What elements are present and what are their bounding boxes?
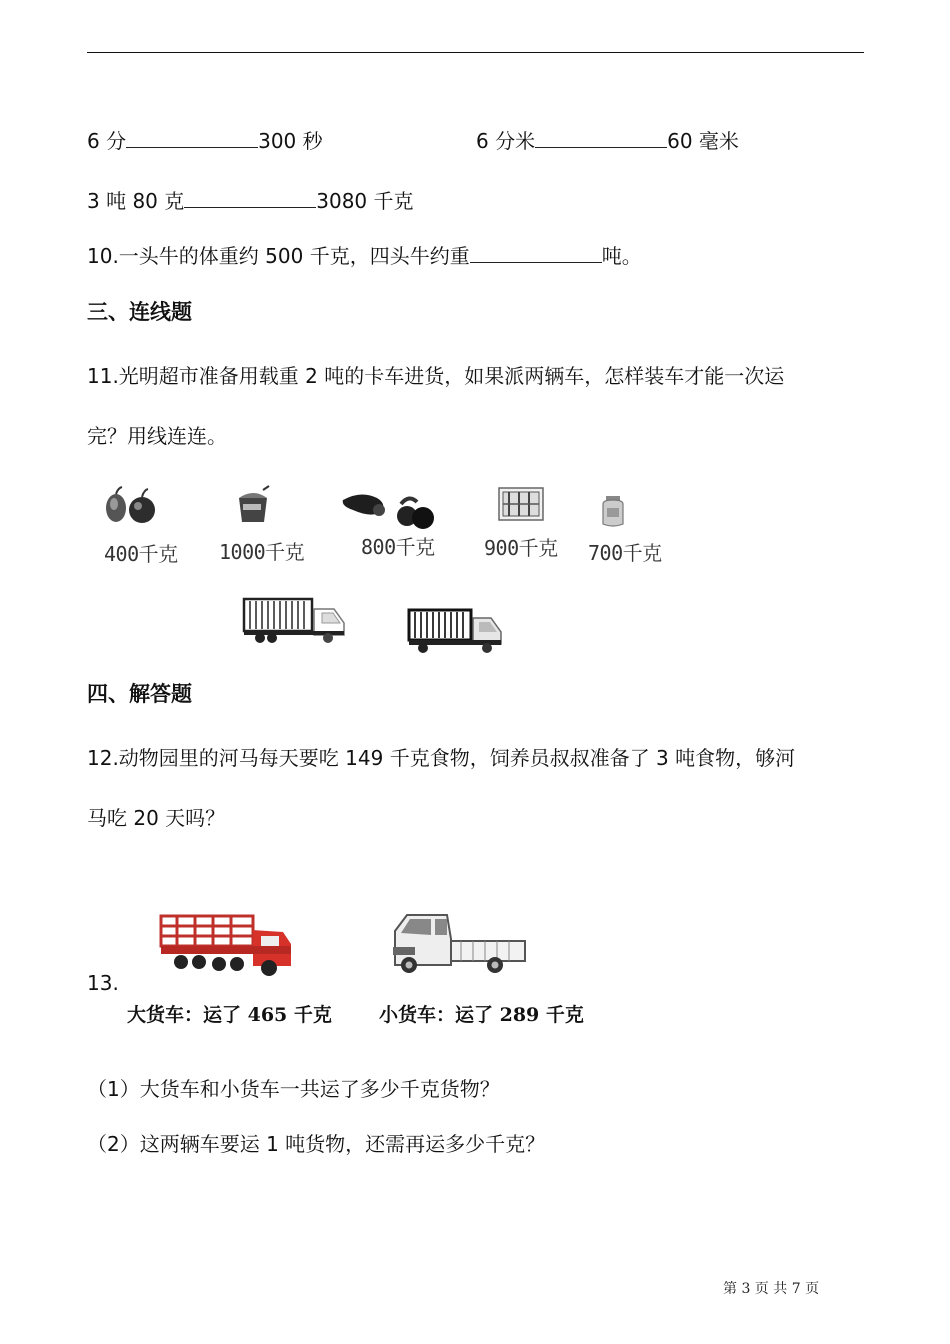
conv2-b: 3080 千克 — [316, 189, 414, 213]
conversion-row1-right — [476, 129, 739, 153]
bicycle-seat-icon — [341, 488, 437, 532]
answer-blank[interactable] — [184, 189, 316, 208]
conversion-row1-left — [87, 129, 323, 153]
big-truck-icon — [157, 910, 293, 980]
conv-right-b: 60 毫米 — [667, 129, 739, 153]
answer-blank[interactable] — [470, 244, 602, 263]
question-12-line2: 马吃 20 天吗？ — [87, 806, 226, 830]
crate-icon — [497, 484, 547, 522]
answer-blank[interactable] — [535, 129, 667, 148]
section-heading-3: 三、连线题 — [87, 300, 192, 324]
fruit-icon — [102, 486, 160, 526]
answer-blank[interactable] — [126, 129, 258, 148]
goods-label: 700千克 — [588, 541, 662, 565]
truck-icon[interactable] — [407, 608, 505, 654]
goods-label: 800千克 — [361, 535, 435, 559]
small-truck-caption: 小货车：运了 289 千克 — [379, 1004, 584, 1026]
header-rule — [87, 52, 864, 53]
conv-left-a: 6 分 — [87, 129, 127, 153]
conv2-a: 3 吨 80 克 — [87, 189, 185, 213]
question-11-line1: 11.光明超市准备用载重 2 吨的卡车进货，如果派两辆车，怎样装车才能一次运 — [87, 364, 785, 388]
conv-left-b: 300 秒 — [258, 129, 323, 153]
section-heading-4: 四、解答题 — [87, 682, 192, 706]
question-13-part2: （2）这两辆车要运 1 吨货物，还需再运多少千克？ — [87, 1132, 546, 1156]
page-footer: 第 3 页 共 7 页 — [723, 1281, 820, 1297]
question-13-part1: （1）大货车和小货车一共运了多少千克货物？ — [87, 1077, 500, 1101]
question-12-line1: 12.动物园里的河马每天要吃 149 千克食物，饲养员叔叔准备了 3 吨食物，够河 — [87, 746, 796, 770]
q10-unit: 吨。 — [601, 244, 642, 268]
goods-label: 400千克 — [104, 542, 178, 566]
big-truck-caption: 大货车：运了 465 千克 — [127, 1004, 332, 1026]
question-10 — [87, 244, 642, 268]
conv-right-a: 6 分米 — [476, 129, 536, 153]
goods-label: 1000千克 — [219, 540, 305, 564]
question-11-line2: 完？用线连连。 — [87, 424, 227, 448]
rice-bag-icon — [233, 486, 273, 524]
q10-text: 10.一头牛的体重约 500 千克，四头牛约重 — [87, 244, 470, 268]
jar-icon — [599, 494, 627, 528]
goods-label: 900千克 — [484, 536, 558, 560]
small-truck-icon — [391, 909, 529, 975]
question-13-number: 13. — [87, 971, 119, 995]
conversion-row2-left — [87, 189, 414, 213]
truck-icon[interactable] — [242, 597, 348, 645]
